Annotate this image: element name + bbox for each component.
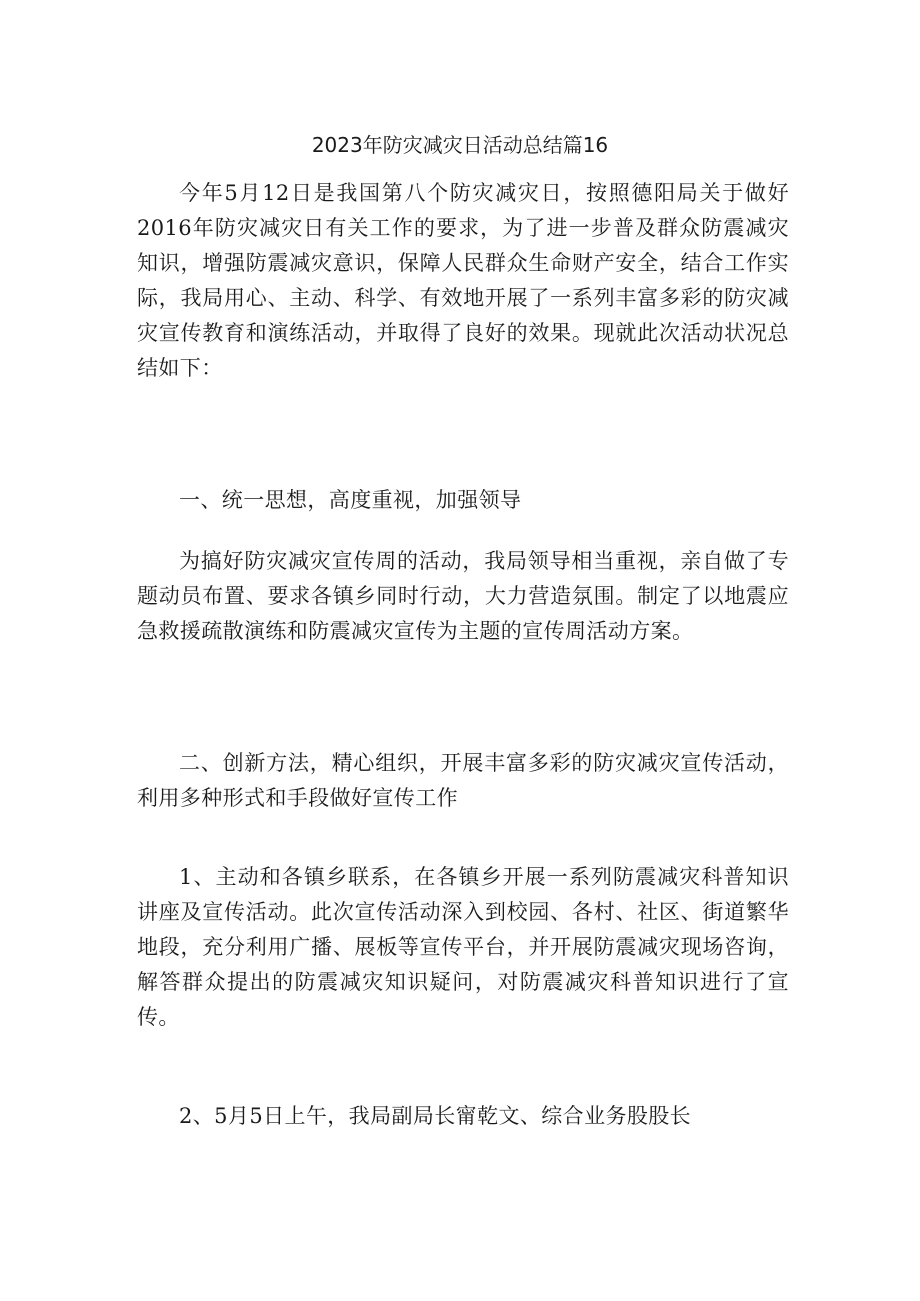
document-title: 2023年防灾减灾日活动总结篇16: [311, 133, 609, 157]
paragraph-section-1: 为搞好防灾减灾宣传周的活动，我局领导相当重视，亲自做了专题动员布置、要求各镇乡同时行动，大力营造氛围。制定了以地震应急救援疏散演练和防震减灾宣传为主题的宣传周活动方案。: [137, 549, 789, 643]
section-heading-1: 一、统一思想，高度重视，加强领导: [179, 488, 522, 512]
section-heading-2: 二、创新方法，精心组织，开展丰富多彩的防灾减灾宣传活动，利用多种形式和手段做好宣传工作: [137, 751, 789, 810]
paragraph-intro: 今年5月12日是我国第八个防灾减灾日，按照德阳局关于做好2016年防灾减灾日有关工作的要求，为了进一步普及群众防震减灾知识，增强防震减灾意识，保障人民群众生命财产安全，结合工作实际，我局用心、主动、科学、有效地开展了一系列丰富多彩的防灾减灾宣传教育和演练活动，并取得了良好的效果。现就此次活动状况总结如下：: [137, 181, 789, 380]
paragraph-item-2: 2、5月5日上午，我局副局长甯乾文、综合业务股股长: [179, 1104, 692, 1128]
paragraph-item-1: 1、主动和各镇乡联系，在各镇乡开展一系列防震减灾科普知识讲座及宣传活动。此次宣传活动深入到校园、各村、社区、街道繁华地段，充分利用广播、展板等宣传平台，并开展防震减灾现场咨询，解答群众提出的防震减灾知识疑问，对防震减灾科普知识进行了宣传。: [137, 865, 789, 1029]
